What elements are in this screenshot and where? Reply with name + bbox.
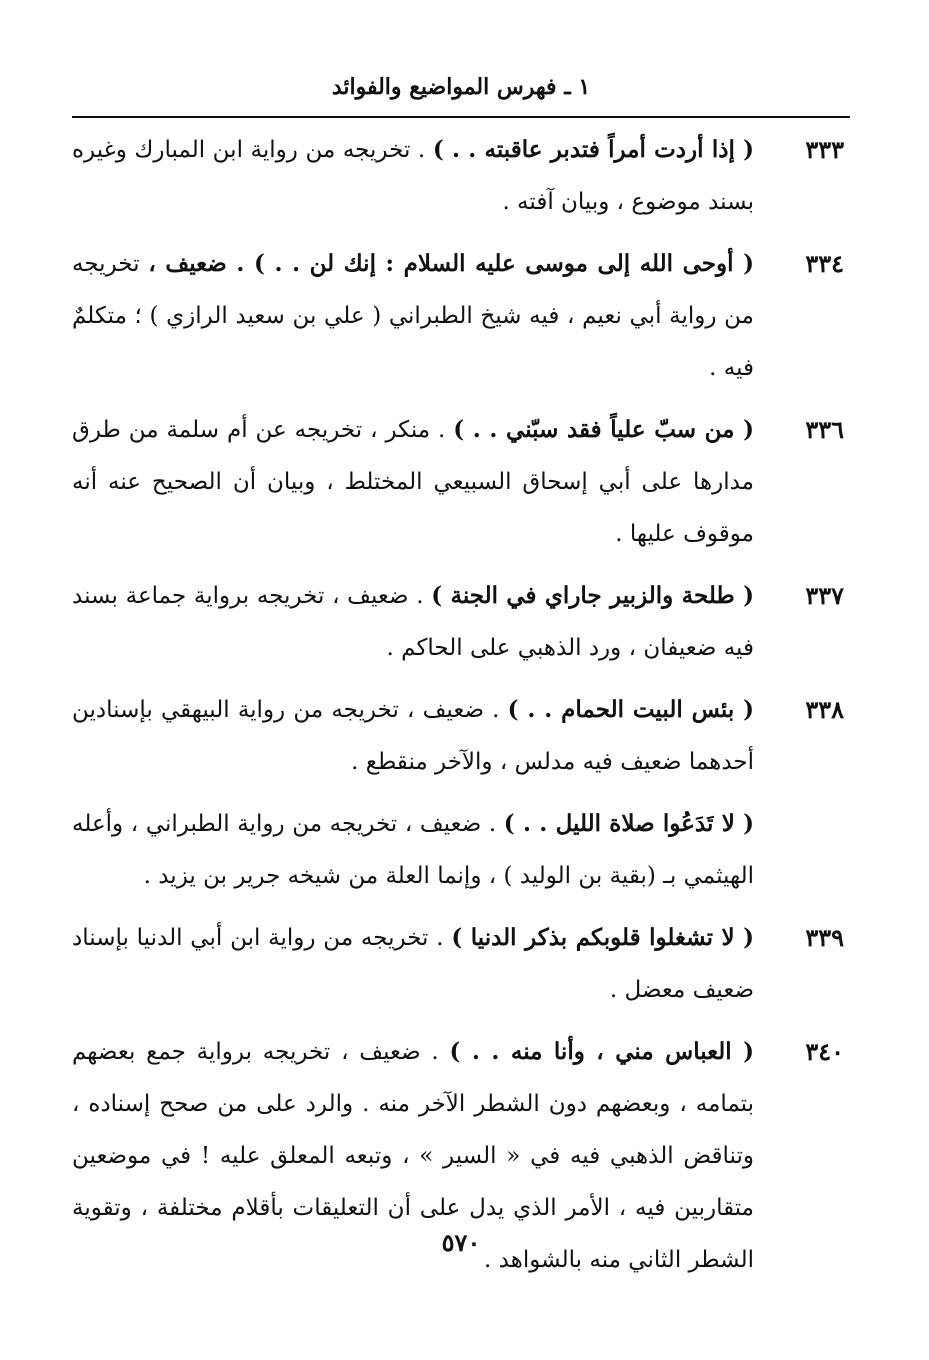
entry-description: تخريجه من رواية أبي نعيم ، فيه شيخ الطبراني ( علي بن سعيد الرازي ) ؛ متكلمٌ فيه . <box>72 251 754 381</box>
entry-number: ٣٣٤ <box>805 249 844 278</box>
entry-number: ٣٣٣ <box>805 135 844 164</box>
header-rule <box>72 116 850 118</box>
hadith-text: ( أوحى الله إلى موسى عليه السلام : إنك لن . . ) . ضعيف ، <box>148 250 754 277</box>
entry-body <box>72 404 754 560</box>
entry-number <box>754 798 850 902</box>
page-number: ٥٧٠ <box>441 1228 481 1257</box>
entry-number: ٣٤٠ <box>805 1037 844 1066</box>
entry-number: ٣٣٨ <box>805 695 844 724</box>
entry-body <box>72 570 754 674</box>
entry-description: . ضعيف ، تخريجه برواية جماعة بسند فيه ضعيفان ، ورد الذهبي على الحاكم . <box>72 583 754 661</box>
index-entry <box>72 684 850 788</box>
entry-body <box>72 238 754 394</box>
entry-description: . تخريجه من رواية ابن المبارك وغيره بسند موضوع ، وبيان آفته . <box>72 137 754 215</box>
entry-body <box>72 684 754 788</box>
hadith-text: ( بئس البيت الحمام . . ) <box>507 696 755 723</box>
hadith-text: ( لا تَدَعُوا صلاة الليل . . ) <box>503 810 754 837</box>
entry-description: . منكر ، تخريجه عن أم سلمة من طرق مدارها على أبي إسحاق السبيعي المختلط ، وبيان أن الصحيح عنه أنه موقوف عليها . <box>72 417 754 547</box>
entry-description: . ضعيف ، تخريجه من رواية البيهقي بإسنادين أحدهما ضعيف فيه مدلس ، والآخر منقطع . <box>72 697 754 775</box>
index-entries <box>72 124 850 1296</box>
hadith-text: ( إذا أردت أمراً فتدبر عاقبته . . ) <box>432 136 754 163</box>
entry-body <box>72 124 754 228</box>
entry-body <box>72 798 754 902</box>
hadith-text: ( لا تشغلوا قلوبكم بذكر الدنيا ) <box>451 924 754 951</box>
index-entry <box>72 238 850 394</box>
entry-number: ٣٣٧ <box>805 581 844 610</box>
hadith-text: ( العباس مني ، وأنا منه . . ) <box>449 1038 754 1065</box>
entry-description: . تخريجه من رواية ابن أبي الدنيا بإسناد ضعيف معضل . <box>72 925 754 1003</box>
index-entry <box>72 404 850 560</box>
index-entry <box>72 570 850 674</box>
index-entry <box>72 124 850 228</box>
entry-body <box>72 912 754 1016</box>
index-entry <box>72 798 850 902</box>
entry-description: . ضعيف ، تخريجه من رواية الطبراني ، وأعله الهيثمي بـ (بقية بن الوليد ) ، وإنما العلة من شيخه جرير بن يزيد . <box>72 811 754 889</box>
entry-description: . ضعيف ، تخريجه برواية جمع بعضهم بتمامه ، وبعضهم دون الشطر الآخر منه . والرد على من صحح إسناده ، وتناقض الذهبي فيه في « السير » ، وتبعه المعلق عليه ! في موضعين متقاربين فيه ، الأمر الذي يدل على أن التعليقات بأقلام مختلفة ، وتقوية الشطر الثاني منه بالشواهد . <box>72 1039 754 1273</box>
entry-number: ٣٣٩ <box>805 923 844 952</box>
hadith-text: ( طلحة والزبير جاراي في الجنة ) <box>431 582 754 609</box>
running-header: ١ ـ فهرس المواضيع والفوائد <box>331 74 591 100</box>
index-entry <box>72 912 850 1016</box>
hadith-text: ( من سبّ علياً فقد سبّني . . ) <box>453 416 754 443</box>
entry-number: ٣٣٦ <box>805 415 844 444</box>
